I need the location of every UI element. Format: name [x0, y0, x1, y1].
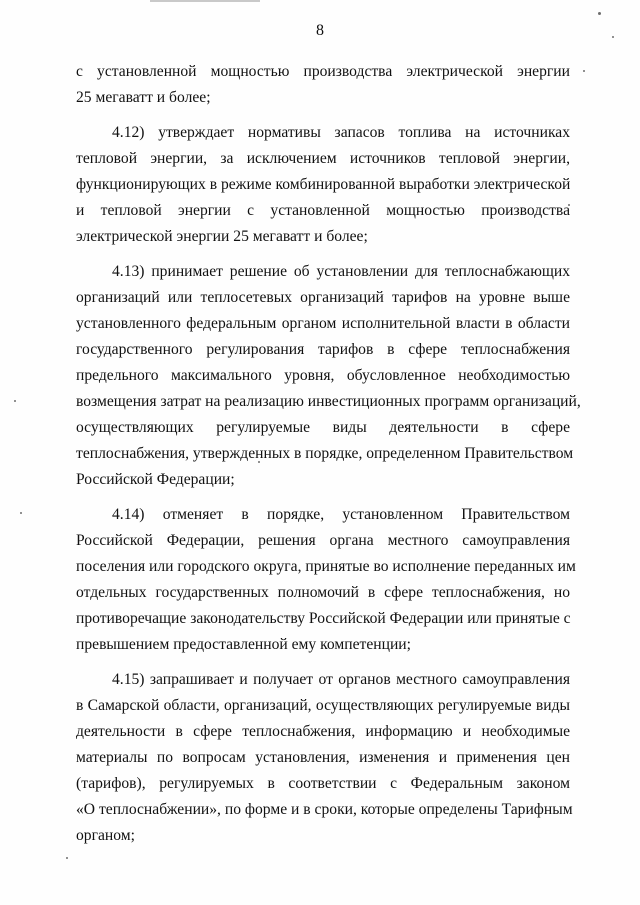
text-line: электрической энергии 25 мегаватт и более;	[76, 228, 368, 245]
text-line: с установленной мощностью производства электрической энергии	[76, 63, 570, 80]
text-line: Российской Федерации;	[76, 471, 235, 488]
text-line: деятельности в сфере теплоснабжения, информацию и необходимые	[76, 723, 570, 740]
text-line: материалы по вопросам установления, изменения и применения цен	[76, 749, 570, 766]
text-line: Российской Федерации, решения органа местного самоуправления	[76, 532, 570, 549]
text-line: 4.14) отменяет в порядке, установленном Правительством	[112, 506, 570, 523]
text-line: функционирующих в режиме комбинированной выработки электрической	[76, 176, 571, 193]
text-line: 4.13) принимает решение об установлении для теплоснабжающих	[112, 263, 570, 280]
text-line: возмещения затрат на реализацию инвестиционных программ организаций,	[76, 393, 581, 410]
text-line: противоречащие законодательству Российской Федерации или принятые с	[76, 610, 571, 627]
scan-speck	[14, 400, 16, 402]
text-line: 4.12) утверждает нормативы запасов топлива на источниках	[112, 124, 570, 141]
text-line: организаций или теплосетевых организаций тарифов на уровне выше	[76, 289, 570, 306]
text-line: установленного федеральным органом исполнительной власти в области	[76, 315, 570, 332]
text-line: тепловой энергии, за исключением источников тепловой энергии,	[76, 150, 570, 167]
text-line: 4.15) запрашивает и получает от органов местного самоуправления	[112, 671, 570, 688]
scan-artifact-top	[150, 0, 260, 2]
scan-speck	[598, 12, 601, 15]
text-line: в Самарской области, организаций, осуществляющих регулируемые виды	[76, 697, 570, 714]
text-line: превышением предоставленной ему компетенции;	[76, 636, 411, 653]
scan-speck	[20, 512, 22, 514]
text-line: (тарифов), регулируемых в соответствии с Федеральным законом	[76, 775, 570, 792]
text-line: государственного регулирования тарифов в сфере теплоснабжения	[76, 341, 570, 358]
text-line: предельного максимального уровня, обусловленное необходимостью	[76, 367, 570, 384]
text-line: осуществляющих регулируемые виды деятельности в сфере	[76, 419, 570, 436]
text-line: органом;	[76, 827, 135, 844]
text-line: 25 мегаватт и более;	[76, 89, 211, 106]
text-line: «О теплоснабжении», по форме и в сроки, которые определены Тарифным	[76, 801, 573, 818]
scan-speck	[66, 857, 68, 859]
scan-speck	[583, 70, 585, 72]
text-line: и тепловой энергии с установленной мощностью производства	[76, 202, 570, 219]
text-line: отдельных государственных полномочий в сфере теплоснабжения, но	[76, 584, 570, 601]
text-line: теплоснабжения, утвержденных в порядке, определенном Правительством	[76, 445, 574, 462]
page-number: 8	[316, 22, 324, 39]
text-line: поселения или городского округа, принятые во исполнение переданных им	[76, 558, 576, 575]
